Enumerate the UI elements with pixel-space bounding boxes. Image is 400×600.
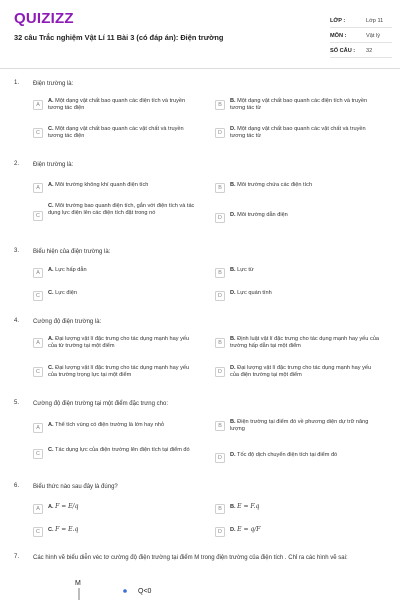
- option-letter: C: [33, 527, 43, 537]
- option-key: D.: [230, 290, 236, 296]
- option-text: Lực quán tính: [237, 290, 272, 296]
- option-letter: A: [33, 100, 43, 110]
- field-figure: [60, 577, 180, 600]
- option-letter: D: [215, 213, 225, 223]
- option-key: A.: [48, 422, 54, 428]
- meta-count: [330, 44, 392, 58]
- charge-dot: [123, 589, 127, 593]
- question-text: Biểu hiện của điện trường là:: [33, 249, 111, 255]
- option-key: C.: [48, 365, 54, 371]
- option-text: Một dạng vật chất bao quanh các điện tích và truyền tương tác điện: [48, 98, 186, 112]
- option-key: D.: [230, 212, 236, 218]
- option-key: A.: [48, 336, 54, 342]
- header: [0, 0, 400, 64]
- option-key: C.: [48, 447, 54, 453]
- option-text: Đại lượng vật lí đặc trưng cho tác dụng mạnh hay yếu của điện trường tại một điểm: [230, 365, 372, 379]
- option-key: B.: [230, 182, 236, 188]
- option-key: B.: [230, 98, 236, 104]
- formula-text: E = q/F: [237, 526, 261, 533]
- meta-label: MÔN :: [330, 33, 347, 39]
- meta-class: [330, 14, 392, 28]
- field-diagram: [60, 577, 180, 600]
- option-text: Lực từ: [237, 267, 254, 273]
- option-letter: A: [33, 183, 43, 193]
- option-letter: C: [33, 211, 43, 221]
- option-letter: A: [33, 338, 43, 348]
- option-text: Một dạng vật chất bao quanh các vật chất và truyền tương tác điện: [48, 126, 184, 140]
- option-text: Đại lượng vật lí đặc trưng cho tác dụng mạnh hay yếu của trường trọng lực tại một điểm: [48, 365, 190, 379]
- option-key: A.: [48, 267, 54, 273]
- option-text: Một dạng vật chất bao quanh các điện tích và truyền tương tác từ: [230, 98, 368, 112]
- option-key: C.: [48, 527, 54, 533]
- option-letter: A: [33, 423, 43, 433]
- option-text: Môi trường chứa các điện tích: [237, 182, 313, 188]
- option-letter: D: [215, 291, 225, 301]
- formula-text: F = E.q: [55, 526, 79, 533]
- option-letter: B: [215, 421, 225, 431]
- option-text: Tốc độ dịch chuyển điện tích tại điểm đó: [237, 452, 338, 458]
- option-letter: B: [215, 338, 225, 348]
- question-number: 4.: [14, 318, 20, 324]
- option-letter: B: [215, 100, 225, 110]
- option-letter: D: [215, 527, 225, 537]
- option-letter: C: [33, 449, 43, 459]
- question-text: Điện trường là:: [33, 162, 74, 168]
- option-letter: B: [215, 504, 225, 514]
- question-number: 5.: [14, 400, 20, 406]
- page-title: 32 câu Trắc nghiệm Vật Lí 11 Bài 3 (có đáp án): Điện trường: [14, 33, 224, 42]
- option-text: Lực điện: [55, 290, 77, 296]
- meta-value: 32: [366, 48, 373, 54]
- option-letter: D: [215, 453, 225, 463]
- option-key: B.: [230, 504, 236, 510]
- question-text: Cường độ điện trường tại một điểm đặc trưng cho:: [33, 401, 168, 407]
- meta-label: SỐ CÂU :: [330, 48, 356, 54]
- option-letter: C: [33, 367, 43, 377]
- option-key: D.: [230, 527, 236, 533]
- option-text: Thể tích vùng có điện trường là lớn hay nhỏ: [55, 422, 165, 428]
- option-key: D.: [230, 126, 236, 132]
- quizizz-logo[interactable]: QUIZIZZ: [14, 10, 74, 27]
- question-text: Cường độ điện trường là:: [33, 319, 102, 325]
- option-text: Tác dụng lực của điện trường lên điện tích tại điểm đó: [55, 447, 190, 453]
- option-letter: D: [215, 367, 225, 377]
- option-text: Điện trường tại điểm đó về phương diện dự trữ năng lượng: [230, 419, 369, 433]
- point-m-label: M: [75, 580, 81, 587]
- option-letter: A: [33, 268, 43, 278]
- option-key: A.: [48, 182, 54, 188]
- meta-value: Vật lý: [366, 33, 380, 39]
- option-key: B.: [230, 419, 236, 425]
- option-letter: C: [33, 128, 43, 138]
- option-key: A.: [48, 504, 54, 510]
- charge-label: Q<0: [138, 588, 152, 595]
- option-letter: B: [215, 183, 225, 193]
- option-text: Lực hấp dẫn: [55, 267, 87, 273]
- option-text: Đại lượng vật lí đặc trưng cho tác dụng mạnh hay yếu của từ trường tại một điểm: [48, 336, 190, 350]
- option-key: D.: [230, 452, 236, 458]
- option-text: Một dạng vật chất bao quanh các vật chất và truyền tương tác từ: [230, 126, 366, 140]
- question-number: 2.: [14, 161, 20, 167]
- question-number: 7.: [14, 554, 20, 560]
- formula-text: F = E/q: [55, 503, 79, 510]
- option-letter: B: [215, 268, 225, 278]
- option-key: D.: [230, 365, 236, 371]
- header-divider: [0, 68, 400, 69]
- option-letter: D: [215, 128, 225, 138]
- question-text: Các hình vẽ biểu diễn véc tơ cường độ điện trường tại điểm M trong điện trường của điện tích . Chỉ ra các hình vẽ sai:: [33, 555, 348, 561]
- option-text: Định luật vật lí đặc trưng cho tác dụng mạnh hay yếu của trường hấp dẫn tại một điểm: [230, 336, 379, 350]
- question-text: Điện trường là:: [33, 81, 74, 87]
- option-text: Môi trường dẫn điện: [237, 212, 288, 218]
- option-key: A.: [48, 98, 54, 104]
- option-key: C.: [48, 290, 54, 296]
- option-key: B.: [230, 267, 236, 273]
- meta-label: LỚP :: [330, 18, 346, 24]
- option-text: Môi trường không khí quanh điện tích: [55, 182, 149, 188]
- option-key: C.: [48, 126, 54, 132]
- meta-subject: [330, 29, 392, 43]
- option-letter: A: [33, 504, 43, 514]
- question-number: 1.: [14, 80, 20, 86]
- option-key: B.: [230, 336, 236, 342]
- option-letter: C: [33, 291, 43, 301]
- question-text: Biểu thức nào sau đây là đúng?: [33, 484, 118, 490]
- meta-value: Lớp 11: [366, 18, 384, 24]
- question-number: 6.: [14, 483, 20, 489]
- question-number: 3.: [14, 248, 20, 254]
- option-key: C.: [48, 203, 54, 209]
- formula-text: E = F.q: [237, 503, 260, 510]
- option-text: Môi trường bao quanh điện tích, gắn với điện tích và tác dụng lực điện lên các điện tích đặt trong nó: [48, 203, 195, 217]
